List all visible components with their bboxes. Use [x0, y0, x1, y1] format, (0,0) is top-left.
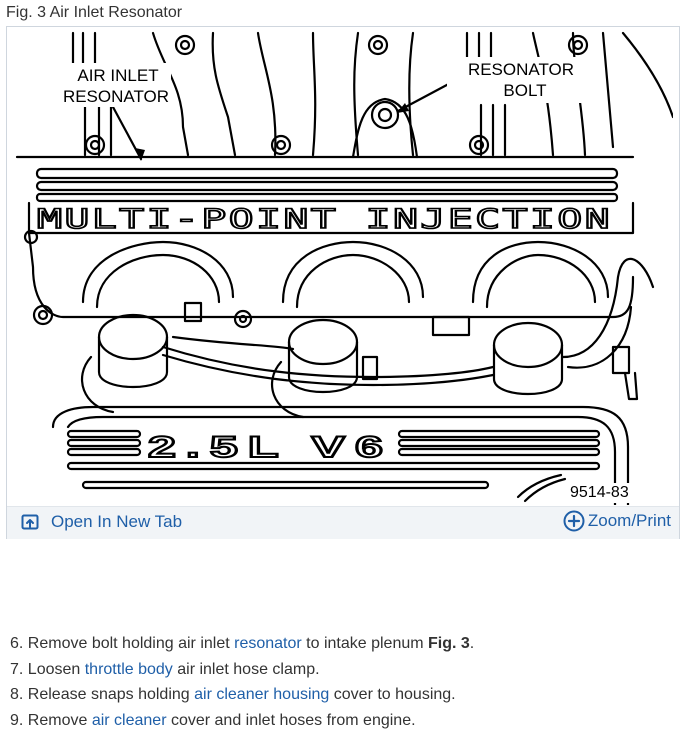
air-inlet-label-line2: RESONATOR	[62, 87, 170, 106]
wire-harness	[163, 259, 653, 399]
list-item	[10, 631, 474, 657]
open-in-new-tab-label: Open In New Tab	[51, 512, 183, 531]
step-number: 6.	[10, 635, 24, 652]
figure-reference: Fig. 3	[428, 635, 470, 652]
zoom-print-label: Zoom/Print	[587, 511, 671, 530]
step-text: Loosen	[23, 660, 85, 678]
resonator-bolt	[353, 99, 417, 157]
step-text: cover to housing.	[329, 686, 456, 703]
resonator-bolt-label-line1: RESONATOR	[467, 60, 575, 79]
step-text: air inlet hose clamp.	[172, 660, 320, 678]
step-text: Release snaps holding	[23, 686, 195, 703]
throttle-body-link[interactable]: throttle body	[84, 660, 173, 678]
figure-caption: Fig. 3 Air Inlet Resonator	[6, 4, 183, 21]
fuel-injectors	[82, 315, 562, 417]
open-in-new-tab-link[interactable]	[21, 512, 182, 532]
plus-circle-icon	[563, 510, 585, 532]
step-number: 8.	[10, 686, 24, 703]
resonator-bolt-label-line2: BOLT	[503, 81, 547, 100]
step-text: Remove	[23, 711, 92, 729]
open-in-new-tab-icon	[21, 513, 39, 531]
air-cleaner-link[interactable]: air cleaner	[91, 711, 167, 729]
instruction-steps	[10, 631, 474, 733]
engine-illustration[interactable]	[13, 27, 673, 505]
engine-badge-text: 2.5L V6	[148, 431, 393, 464]
list-item	[10, 657, 474, 683]
step-text: to intake plenum	[301, 635, 429, 652]
step-text: .	[469, 635, 475, 652]
resonator-link[interactable]: resonator	[234, 635, 302, 652]
figure-card	[6, 26, 680, 539]
step-number: 7.	[10, 660, 24, 678]
figure-toolbar	[7, 506, 679, 539]
figure-number: 9514-83	[570, 484, 629, 501]
step-number: 9.	[10, 711, 24, 729]
step-text: cover and inlet hoses from engine.	[166, 711, 416, 729]
plenum-text: MULTI-POINT INJECTION	[37, 204, 612, 235]
air-cleaner-housing-link[interactable]: air cleaner housing	[194, 686, 330, 703]
air-inlet-label-line1: AIR INLET	[77, 66, 159, 85]
zoom-print-link[interactable]	[563, 510, 671, 532]
step-text: Remove bolt holding air inlet	[23, 635, 235, 652]
list-item	[10, 708, 474, 734]
list-item	[10, 682, 474, 708]
